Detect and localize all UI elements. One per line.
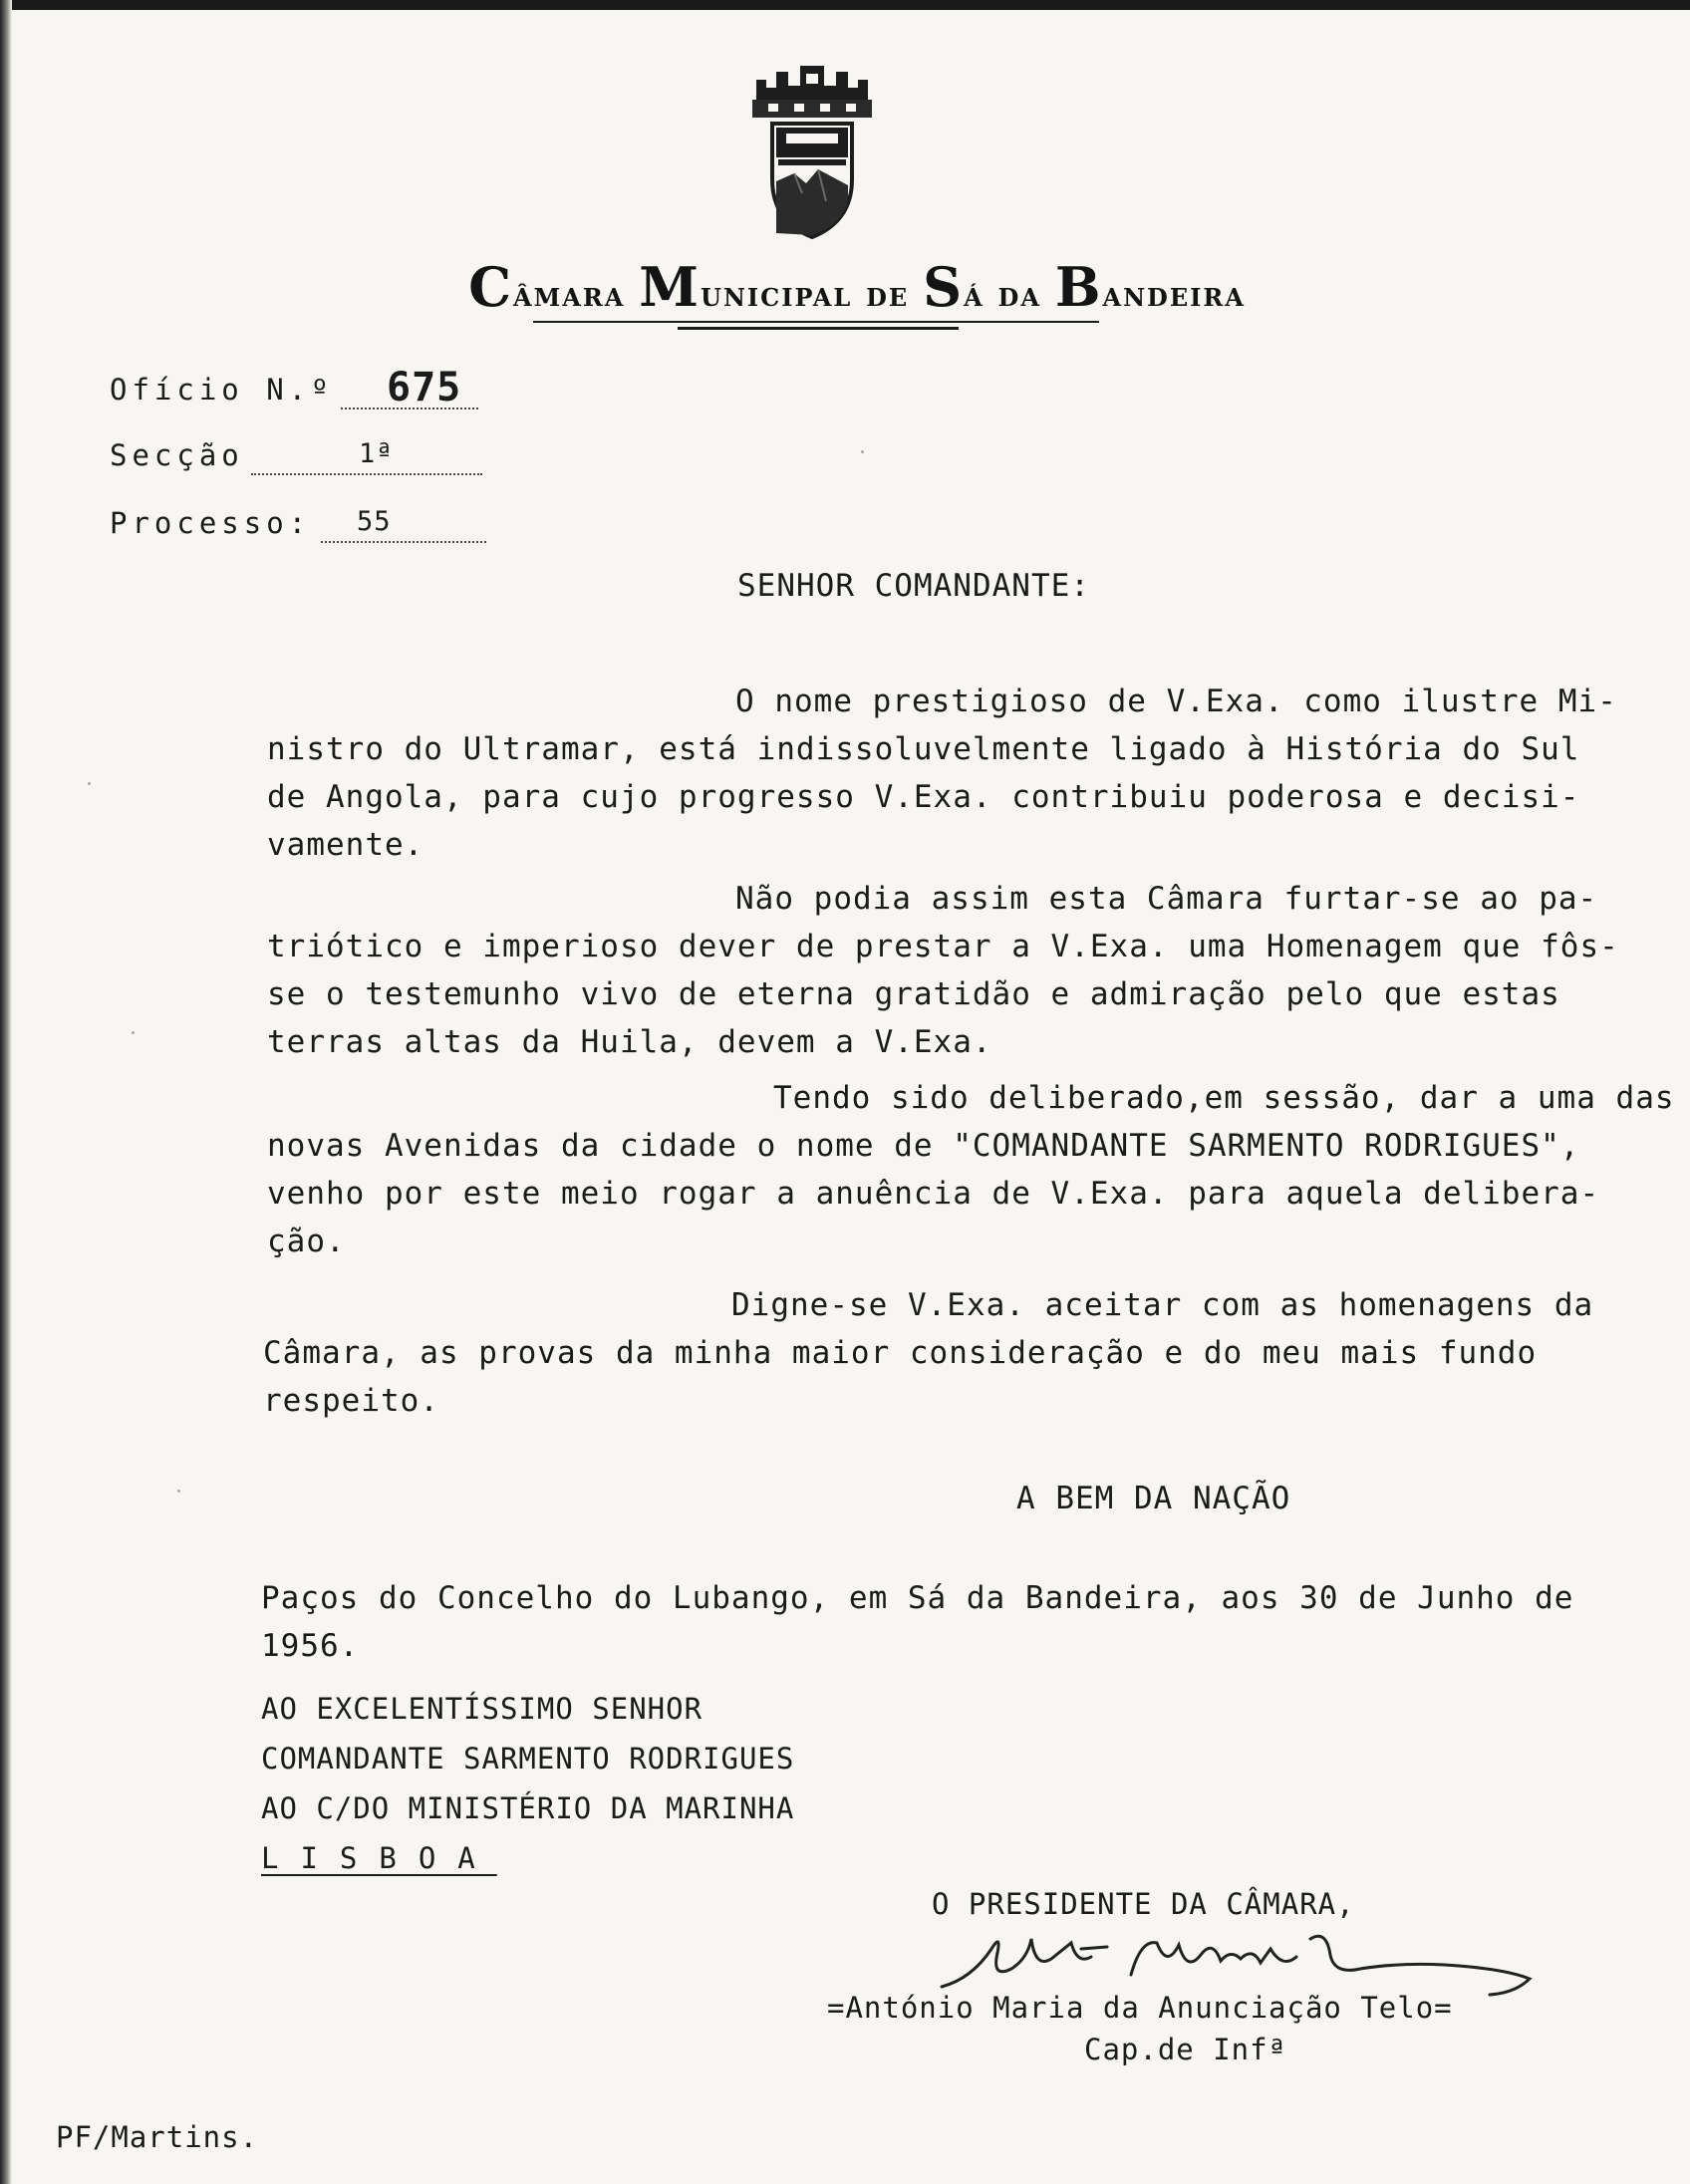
page-top-border: [0, 0, 1690, 10]
addressee-line-1: AO EXCELENTÍSSIMO SENHOR: [261, 1692, 704, 1726]
seccao-dotted-line: [251, 472, 482, 475]
paragraph-2-line-2: triótico e imperioso dever de prestar a V.Exa. uma Homenagem que fôs-: [267, 929, 1619, 964]
paragraph-1-line-4: vamente.: [267, 827, 424, 863]
oficio-row: [110, 365, 462, 410]
signature-title: O PRESIDENTE DA CÂMARA,: [932, 1887, 1355, 1921]
processo-row: [110, 506, 392, 540]
handwritten-signature-icon: [932, 1909, 1549, 1999]
paragraph-2-line-4: terras altas da Huila, devem a V.Exa.: [267, 1024, 992, 1060]
paragraph-3-line-3: venho por este meio rogar a anuência de V.Exa. para aquela delibera-: [267, 1176, 1600, 1212]
addressee-line-3: AO C/DO MINISTÉRIO DA MARINHA: [261, 1791, 795, 1825]
paper-speck: [861, 450, 864, 453]
place-date-line-2: 1956.: [261, 1628, 360, 1664]
municipal-coat-of-arms-icon: [742, 62, 882, 241]
addressee-city: LISBOA: [261, 1841, 497, 1875]
processo-dotted-line: [321, 540, 486, 543]
paragraph-1-line-3: de Angola, para cujo progresso V.Exa. contribuiu poderosa e decisi-: [267, 779, 1580, 815]
paragraph-3-line-2: novas Avenidas da cidade o nome de "COMANDANTE SARMENTO RODRIGUES",: [267, 1128, 1580, 1164]
paragraph-2-line-1: Não podia assim esta Câmara furtar-se ao pa-: [735, 881, 1598, 917]
letterhead-rule: [533, 321, 1099, 323]
oficio-label: Ofício N.º: [110, 373, 334, 407]
place-date-line-1: Paços do Concelho do Lubango, em Sá da Bandeira, aos 30 de Junho de: [261, 1580, 1574, 1616]
oficio-number: 675: [387, 365, 462, 410]
seccao-label: Secção: [110, 438, 244, 472]
signer-rank: Cap.de Infª: [1084, 2033, 1287, 2066]
addressee-line-2: COMANDANTE SARMENTO RODRIGUES: [261, 1742, 795, 1775]
processo-value: 55: [357, 506, 392, 537]
typist-initials: PF/Martins.: [56, 2120, 259, 2154]
paragraph-4-line-2: Câmara, as provas da minha maior consideração e do meu mais fundo: [263, 1335, 1538, 1371]
salutation: SENHOR COMANDANTE:: [737, 568, 1090, 604]
signer-name: =António Maria da Anunciação Telo=: [827, 1991, 1453, 2025]
paper-speck: [177, 1490, 180, 1493]
seccao-value: 1ª: [359, 438, 394, 469]
paragraph-4-line-1: Digne-se V.Exa. aceitar com as homenagens da: [731, 1287, 1594, 1323]
paragraph-3-line-1: Tendo sido deliberado,em sessão, dar a uma das: [773, 1080, 1675, 1116]
page-left-border: [0, 0, 12, 2184]
paragraph-2-line-3: se o testemunho vivo de eterna gratidão e admiração pelo que estas: [267, 976, 1560, 1012]
paragraph-1-line-2: nistro do Ultramar, está indissoluvelmente ligado à História do Sul: [267, 731, 1580, 767]
paragraph-4-line-3: respeito.: [263, 1383, 439, 1419]
addressee-block: [261, 1684, 794, 1883]
seccao-row: [110, 438, 394, 472]
paragraph-3-line-4: ção.: [267, 1224, 346, 1259]
processo-label: Processo:: [110, 506, 312, 540]
paper-speck: [88, 782, 91, 785]
paragraph-1-line-1: O nome prestigioso de V.Exa. como ilustre Mi-: [735, 683, 1617, 719]
letterhead-rule-short: [678, 327, 959, 330]
closing-motto: A BEM DA NAÇÃO: [1016, 1481, 1291, 1516]
institution-letterhead: [329, 255, 1385, 319]
institution-name: Câmara Municipal de Sá da Bandeira: [468, 255, 1246, 319]
paper-speck: [132, 1031, 135, 1034]
